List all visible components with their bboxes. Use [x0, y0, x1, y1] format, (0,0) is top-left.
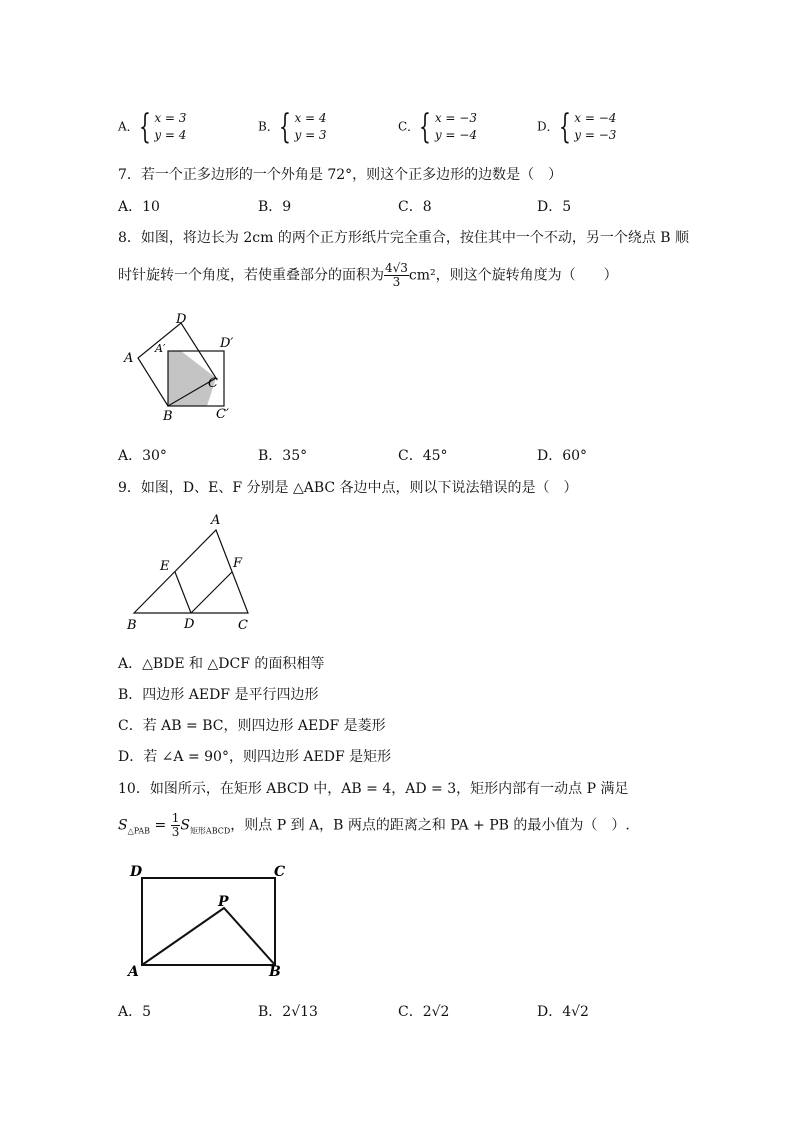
q9-option-a: A．△BDE 和 △DCF 的面积相等: [118, 656, 325, 672]
label-c: C: [208, 376, 218, 391]
label-d: D: [176, 312, 187, 327]
q8-option-a: A．30°: [118, 448, 167, 464]
s-subscript-left: △PAB: [127, 826, 151, 836]
label-a: A: [211, 513, 221, 528]
equation-x: x = −4: [574, 111, 617, 125]
equation-x: x = −3: [434, 111, 477, 125]
q8-option-d: D．60°: [537, 448, 588, 464]
q8-text-a: 时针旋转一个角度，若使重叠部分的面积为: [118, 267, 384, 284]
equation-y: y = 3: [294, 128, 327, 142]
q8-stem-line2: [118, 262, 618, 289]
q9-option-d: D．若 ∠A = 90°，则四边形 AEDF 是矩形: [118, 749, 392, 765]
label-p: P: [218, 894, 229, 910]
q10-option-a: A．5: [118, 1004, 152, 1020]
label-c: C: [274, 864, 286, 880]
option-label: B．: [258, 119, 279, 134]
label-e: E: [160, 559, 170, 574]
q9-option-c: C．若 AB = BC，则四边形 AEDF 是菱形: [118, 718, 386, 734]
q7-stem: 7．若一个正多边形的一个外角是 72°，则这个正多边形的边数是（ ）: [118, 167, 563, 183]
q6-option-d: [537, 107, 617, 147]
equation-y: y = −4: [434, 128, 477, 142]
label-b: B: [163, 409, 173, 424]
label-a-prime: A′: [155, 342, 166, 355]
brace: {: [278, 107, 291, 147]
fraction-numerator: 1: [171, 811, 180, 825]
label-d: D: [184, 617, 195, 632]
q7-option-d: D．5: [537, 199, 572, 215]
equation-y: y = −3: [574, 128, 617, 142]
label-b: B: [127, 618, 137, 633]
equation-y: y = 4: [154, 128, 187, 142]
q10-stem-line2: [118, 812, 630, 841]
label-d-prime: D′: [220, 336, 234, 351]
q6-option-a: [118, 107, 187, 147]
brace: {: [558, 107, 571, 147]
fraction-numerator: 4√3: [385, 261, 408, 275]
label-a: A: [124, 351, 134, 366]
label-d: D: [130, 864, 143, 880]
q10-text-rest: ，则点 P 到 A，B 两点的距离之和 PA + PB 的最小值为（ ）.: [230, 817, 630, 834]
one-third-fraction: [171, 812, 181, 839]
fraction-denominator: 3: [171, 825, 180, 839]
q6-option-b: [258, 107, 327, 147]
segment-ed: [175, 572, 191, 613]
q7-option-a: A．10: [118, 199, 160, 215]
q8-stem-line1: 8．如图，将边长为 2cm 的两个正方形纸片完全重合，按住其中一个不动，另一个绕点 B 顺: [118, 230, 690, 246]
q10-option-d: D．4√2: [537, 1004, 589, 1020]
q8-option-c: C．45°: [398, 448, 448, 464]
q9-triangle-figure: [118, 510, 268, 635]
q10-stem-line1: 10．如图所示，在矩形 ABCD 中，AB = 4，AD = 3，矩形内部有一动点 P 满足: [118, 781, 629, 797]
label-c: C: [238, 618, 248, 633]
label-b: B: [269, 964, 281, 980]
label-f: F: [233, 556, 243, 571]
area-fraction: [384, 262, 409, 289]
q7-option-b: B．9: [258, 199, 292, 215]
brace: {: [138, 107, 151, 147]
segments-pa-pb: [142, 908, 275, 965]
q6-option-c: [398, 107, 477, 147]
label-a: A: [128, 964, 139, 980]
fraction-denominator: 3: [392, 275, 401, 289]
equals-sign: =: [150, 817, 171, 834]
q8-text-b: cm²，则这个旋转角度为（ ）: [408, 267, 618, 284]
q8-rotated-squares-figure: [118, 305, 258, 425]
s-symbol-right: S: [180, 817, 190, 834]
equation-x: x = 3: [154, 111, 187, 125]
label-c-prime: C′: [216, 407, 229, 422]
q10-option-b: B．2√13: [258, 1004, 318, 1020]
option-label: C．: [398, 119, 420, 134]
q9-option-b: B．四边形 AEDF 是平行四边形: [118, 687, 319, 703]
option-label: A．: [118, 119, 139, 134]
q10-rectangle-figure: [124, 858, 299, 982]
s-symbol-left: S: [118, 817, 128, 834]
segment-df: [191, 572, 232, 613]
option-label: D．: [537, 119, 559, 134]
equation-x: x = 4: [294, 111, 327, 125]
triangle-abc: [134, 530, 248, 613]
q7-option-c: C．8: [398, 199, 432, 215]
brace: {: [419, 107, 432, 147]
q10-option-c: C．2√2: [398, 1004, 450, 1020]
q9-stem: 9．如图，D、E、F 分别是 △ABC 各边中点，则以下说法错误的是（ ）: [118, 480, 578, 496]
s-subscript-right: 矩形ABCD: [189, 826, 231, 836]
q8-option-b: B．35°: [258, 448, 308, 464]
